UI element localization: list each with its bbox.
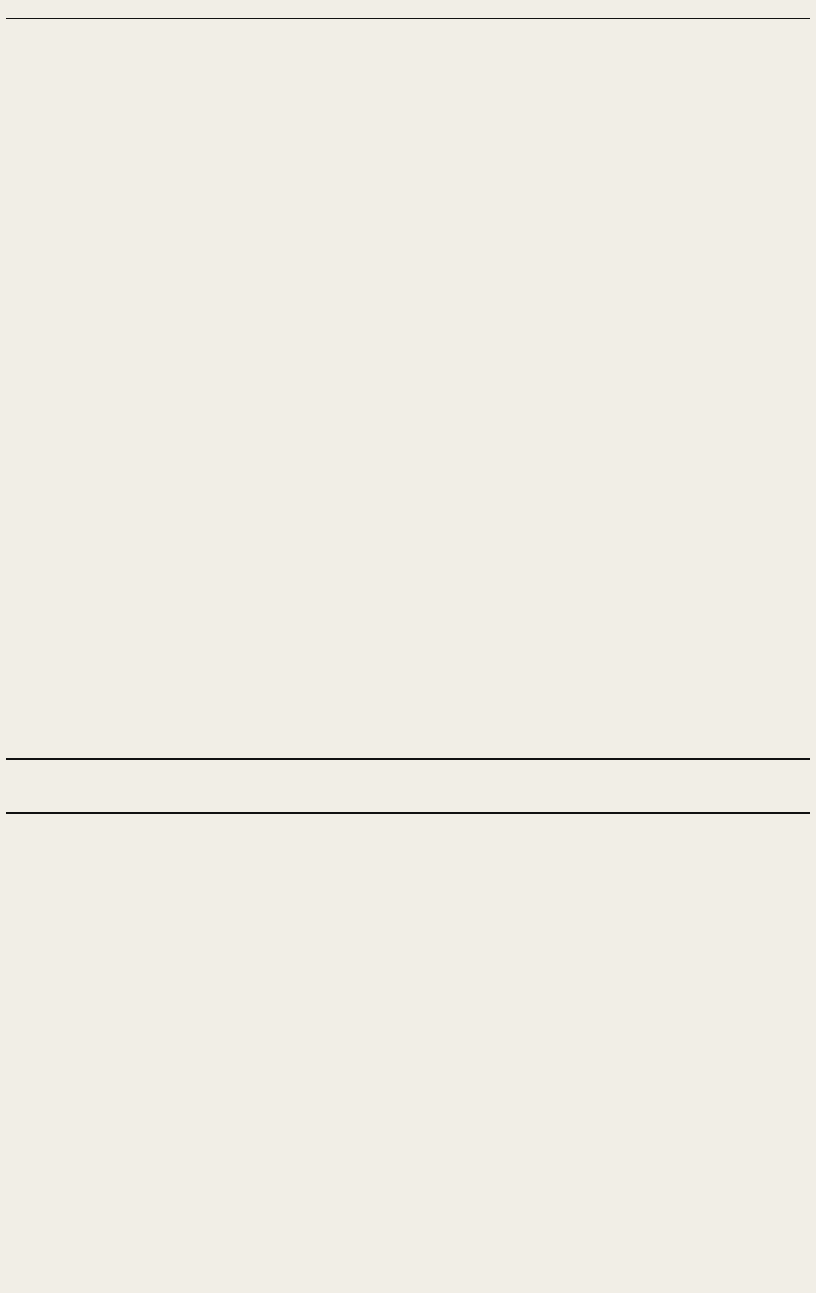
service-guide-section — [6, 814, 810, 1289]
help-wanted-section — [6, 22, 810, 755]
home-service-guide-banner — [6, 758, 810, 814]
newspaper-page — [6, 4, 810, 1289]
masthead — [6, 4, 810, 19]
